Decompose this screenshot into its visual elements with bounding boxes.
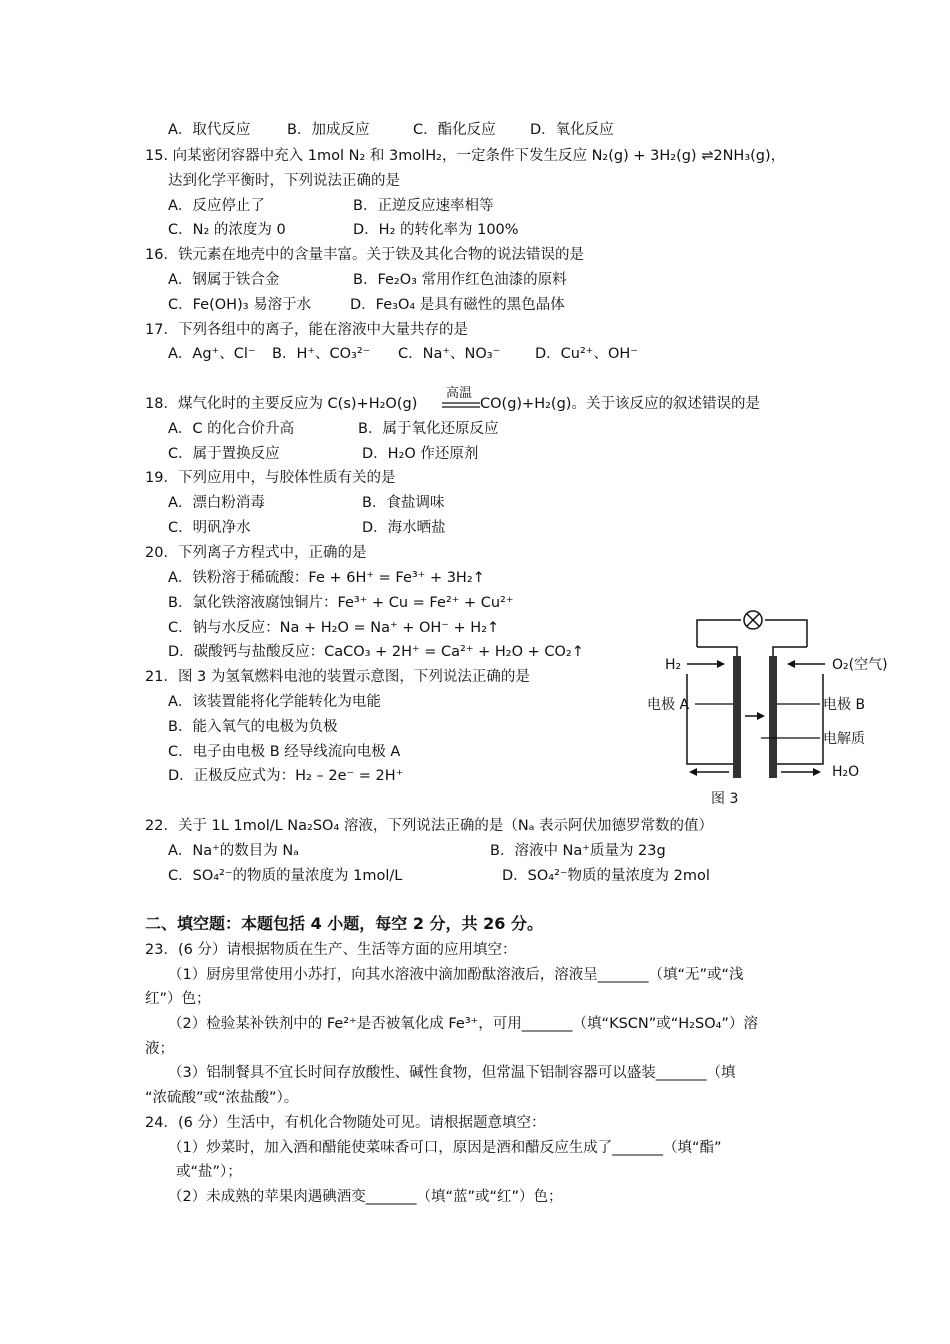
q23-part3-line1: （3）铝制餐具不宜长时间存放酸性、碱性食物，但常温下铝制容器可以盛装_______（填 bbox=[168, 1065, 736, 1081]
q19-stem: 19．下列应用中，与胶体性质有关的是 bbox=[145, 470, 396, 486]
q17-option-b: B．H⁺、CO₃²⁻ bbox=[272, 346, 371, 362]
q17-option-a: A．Ag⁺、Cl⁻ bbox=[168, 346, 256, 362]
q20-option-c: C．钠与水反应：Na + H₂O = Na⁺ + OH⁻ + H₂↑ bbox=[168, 620, 500, 636]
q24-part1-line1: （1）炒菜时，加入酒和醋能使菜味香可口，原因是酒和醋反应生成了_______（填“酯” bbox=[168, 1140, 722, 1156]
q19-option-c: C．明矾净水 bbox=[168, 520, 251, 536]
fig3-caption: 图 3 bbox=[711, 791, 739, 807]
fig3-label-electrode-b: 电极 B bbox=[823, 697, 866, 713]
q16-option-a: A．钢属于铁合金 bbox=[168, 272, 280, 288]
q17-option-d: D．Cu²⁺、OH⁻ bbox=[535, 346, 638, 362]
q24-part2: （2）未成熟的苹果肉遇碘酒变_______（填“蓝”或“红”）色； bbox=[168, 1189, 563, 1205]
fig3-label-h2o: H₂O bbox=[832, 764, 860, 780]
fig3-label-o2: O₂(空气) bbox=[832, 657, 888, 673]
q15-stem-line1: 15. 向某密闭容器中充入 1mol N₂ 和 3molH₂，一定条件下发生反应 N₂(g) + 3H₂(g) ⇌2NH₃(g)， bbox=[145, 148, 786, 164]
q23-part1-line2: 红”）色； bbox=[145, 991, 211, 1007]
q14-option-a: A．取代反应 bbox=[168, 122, 251, 138]
q15-option-b: B．正逆反应速率相等 bbox=[353, 198, 494, 214]
q18-option-c: C．属于置换反应 bbox=[168, 446, 280, 462]
q16-option-b: B．Fe₂O₃ 常用作红色油漆的原料 bbox=[353, 272, 567, 288]
section-heading: 二、填空题：本题包括 4 小题，每空 2 分，共 26 分。 bbox=[145, 914, 543, 933]
q18-option-a: A．C 的化合价升高 bbox=[168, 421, 295, 437]
q19-option-a: A．漂白粉消毒 bbox=[168, 495, 265, 511]
q20-stem: 20．下列离子方程式中，正确的是 bbox=[145, 545, 367, 561]
q15-option-a: A．反应停止了 bbox=[168, 198, 265, 214]
q21-option-b: B．能入氧气的电极为负极 bbox=[168, 719, 338, 735]
q18-reaction-condition: 高温 bbox=[446, 386, 473, 401]
fig3-label-electrode-a: 电极 A bbox=[647, 697, 690, 713]
q24-stem: 24．(6 分）生活中，有机化合物随处可见。请根据题意填空： bbox=[145, 1115, 546, 1131]
q16-option-d: D．Fe₃O₄ 是具有磁性的黑色晶体 bbox=[350, 297, 565, 313]
q22-option-d: D．SO₄²⁻物质的量浓度为 2mol bbox=[502, 868, 710, 884]
q23-stem: 23．(6 分）请根据物质在生产、生活等方面的应用填空： bbox=[145, 942, 517, 958]
q19-option-d: D．海水晒盐 bbox=[362, 520, 446, 536]
q22-stem: 22．关于 1L 1mol/L Na₂SO₄ 溶液，下列说法正确的是（Nₐ 表示阿伏加德罗常数的值） bbox=[145, 818, 714, 834]
q15-option-c: C．N₂ 的浓度为 0 bbox=[168, 222, 286, 238]
q20-option-b: B．氯化铁溶液腐蚀铜片：Fe³⁺ + Cu = Fe²⁺ + Cu²⁺ bbox=[168, 595, 514, 611]
q21-option-a: A．该装置能将化学能转化为电能 bbox=[168, 694, 381, 710]
q24-part1-line2: 或“盐”）； bbox=[176, 1164, 242, 1180]
q19-option-b: B．食盐调味 bbox=[362, 495, 445, 511]
q16-option-c: C．Fe(OH)₃ 易溶于水 bbox=[168, 297, 312, 313]
q22-option-c: C．SO₄²⁻的物质的量浓度为 1mol/L bbox=[168, 868, 403, 884]
q23-part2-line2: 液； bbox=[145, 1041, 174, 1057]
electrode-b-plate bbox=[769, 656, 777, 778]
q14-option-c: C．酯化反应 bbox=[413, 122, 496, 138]
q17-option-c: C．Na⁺、NO₃⁻ bbox=[398, 346, 501, 362]
fig3-label-h2: H₂ bbox=[665, 657, 682, 673]
q18-stem-part2: CO(g)+H₂(g)。关于该反应的叙述错误的是 bbox=[480, 396, 760, 412]
q23-part2-line1: （2）检验某补铁剂中的 Fe²⁺是否被氧化成 Fe³⁺，可用_______（填“KSCN”或“H₂SO₄”）溶 bbox=[168, 1016, 758, 1032]
q14-option-d: D．氧化反应 bbox=[530, 122, 614, 138]
fig3-label-electrolyte: 电解质 bbox=[823, 731, 865, 747]
electrode-a-plate bbox=[733, 656, 741, 778]
q21-option-d: D．正极反应式为：H₂ – 2e⁻ = 2H⁺ bbox=[168, 768, 404, 784]
q16-stem: 16．铁元素在地壳中的含量丰富。关于铁及其化合物的说法错误的是 bbox=[145, 247, 584, 263]
q18-option-b: B．属于氧化还原反应 bbox=[358, 421, 499, 437]
q14-option-b: B．加成反应 bbox=[287, 122, 370, 138]
q15-option-d: D．H₂ 的转化率为 100% bbox=[353, 222, 519, 238]
q21-option-c: C．电子由电极 B 经导线流向电极 A bbox=[168, 744, 401, 760]
q23-part1-line1: （1）厨房里常使用小苏打，向其水溶液中滴加酚酞溶液后，溶液呈_______（填“无”或“浅 bbox=[168, 967, 744, 983]
q23-part3-line2: “浓硫酸”或“浓盐酸”）。 bbox=[145, 1090, 299, 1106]
q18-reaction-arrow bbox=[440, 400, 482, 410]
q17-stem: 17．下列各组中的离子，能在溶液中大量共存的是 bbox=[145, 322, 468, 338]
q18-option-d: D．H₂O 作还原剂 bbox=[362, 446, 479, 462]
q20-option-a: A．铁粉溶于稀硫酸：Fe + 6H⁺ = Fe³⁺ + 3H₂↑ bbox=[168, 570, 485, 586]
q22-option-b: B．溶液中 Na⁺质量为 23g bbox=[490, 843, 666, 859]
q21-stem: 21．图 3 为氢氧燃料电池的装置示意图，下列说法正确的是 bbox=[145, 669, 530, 685]
q18-stem-part1: 18．煤气化时的主要反应为 C(s)+H₂O(g) bbox=[145, 396, 418, 412]
q20-option-d: D．碳酸钙与盐酸反应：CaCO₃ + 2H⁺ = Ca²⁺ + H₂O + CO₂↑ bbox=[168, 644, 584, 660]
q22-option-a: A．Na⁺的数目为 Nₐ bbox=[168, 843, 299, 859]
q15-stem-line2: 达到化学平衡时，下列说法正确的是 bbox=[168, 173, 400, 189]
